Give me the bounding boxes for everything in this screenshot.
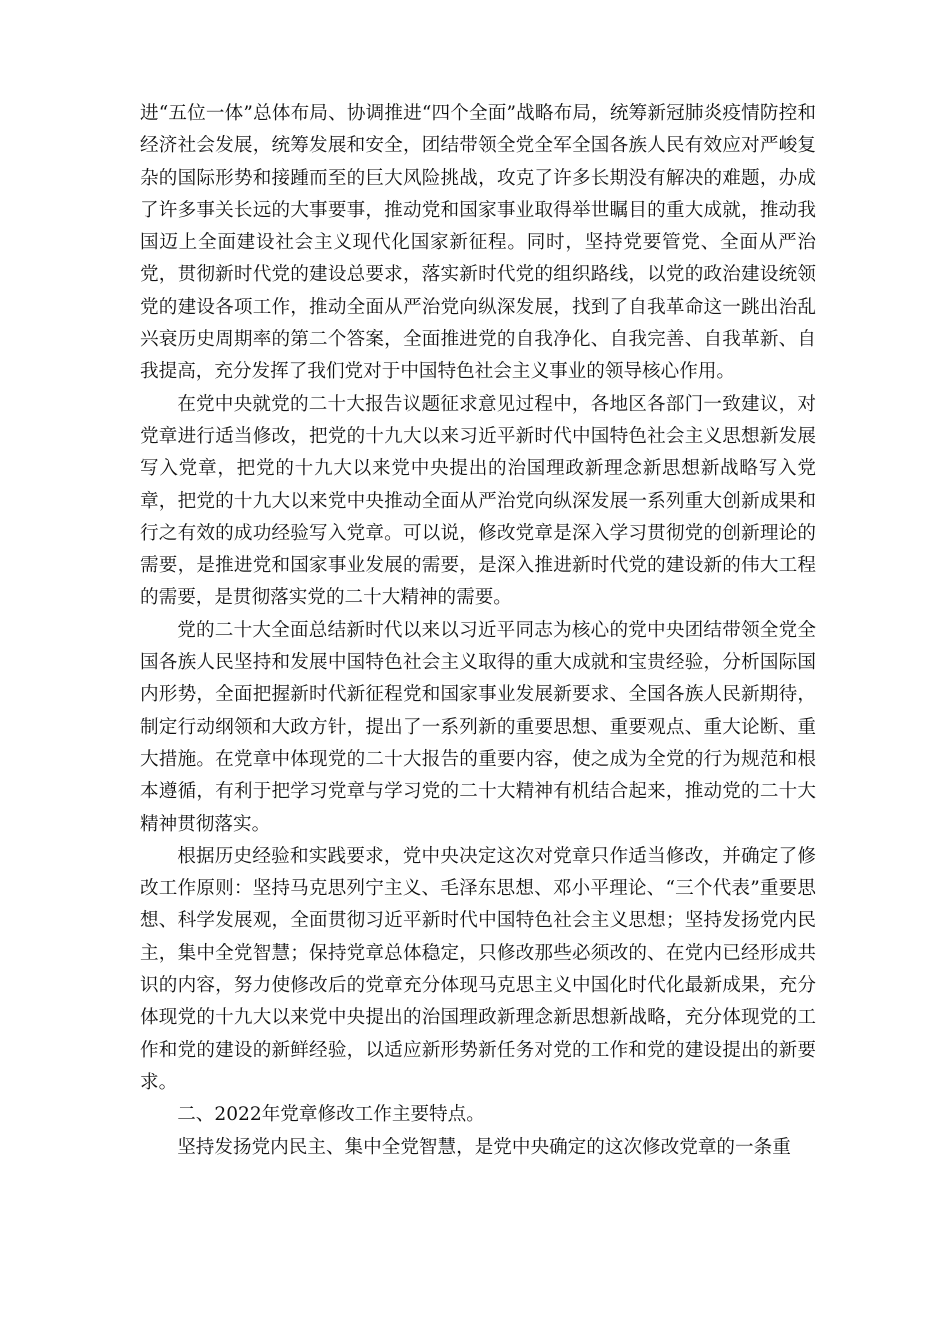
document-body <box>140 98 816 1164</box>
paragraph-twentieth-congress-summary: 党的二十大全面总结新时代以来以习近平同志为核心的党中央团结带领全党全国各族人民坚持和发展中国特色社会主义取得的重大成就和宝贵经验，分析国际国内形势，全面把握新时代新征程党和国家事业发展新要求、全国各族人民新期待，制定行动纲领和大政方针，提出了一系列新的重要思想、重要观点、重大论断、重大措施。在党章中体现党的二十大报告的重要内容，使之成为全党的行为规范和根本遵循，有利于把学习党章与学习党的二十大精神有机结合起来，推动党的二十大精神贯彻落实。 <box>140 619 816 835</box>
paragraph-revision-suggestions: 在党中央就党的二十大报告议题征求意见过程中，各地区各部门一致建议，对党章进行适当修改，把党的十九大以来习近平新时代中国特色社会主义思想新发展写入党章，把党的十九大以来党中央提出的治国理政新理念新思想新战略写入党章，把党的十九大以来党中央推动全面从严治党向纵深发展一系列重大创新成果和行之有效的成功经验写入党章。可以说，修改党章是深入学习贯彻党的创新理论的需要，是推进党和国家事业发展的需要，是深入推进新时代党的建设新的伟大工程的需要，是贯彻落实党的二十大精神的需要。 <box>140 393 816 609</box>
paragraph-continuation: 进“五位一体”总体布局、协调推进“四个全面”战略布局，统筹新冠肺炎疫情防控和经济社会发展，统筹发展和安全，团结带领全党全军全国各族人民有效应对严峻复杂的国际形势和接踵而至的巨大风险挑战，攻克了许多长期没有解决的难题，办成了许多事关长远的大事要事，推动党和国家事业取得举世瞩目的重大成就，推动我国迈上全面建设社会主义现代化国家新征程。同时，坚持党要管党、全面从严治党，贯彻新时代党的建设总要求，落实新时代党的组织路线，以党的政治建设统领党的建设各项工作，推动全面从严治党向纵深发展，找到了自我革命这一跳出治乱兴衰历史周期率的第二个答案，全面推进党的自我净化、自我完善、自我革新、自我提高，充分发挥了我们党对于中国特色社会主义事业的领导核心作用。 <box>140 103 816 383</box>
paragraph-revision-principles: 根据历史经验和实践要求，党中央决定这次对党章只作适当修改，并确定了修改工作原则：坚持马克思列宁主义、毛泽东思想、邓小平理论、“三个代表”重要思想、科学发展观，全面贯彻习近平新时代中国特色社会主义思想；坚持发扬党内民主，集中全党智慧；保持党章总体稳定，只修改那些必须改的、在党内已经形成共识的内容，努力使修改后的党章充分体现马克思主义中国化时代化最新成果，充分体现党的十九大以来党中央提出的治国理政新理念新思想新战略，充分体现党的工作和党的建设的新鲜经验，以适应新形势新任务对党的工作和党的建设提出的新要求。 <box>140 845 816 1093</box>
section-heading-main-features: 二、2022年党章修改工作主要特点。 <box>177 1104 485 1126</box>
paragraph-party-democracy: 坚持发扬党内民主、集中全党智慧，是党中央确定的这次修改党章的一条重 <box>177 1136 791 1158</box>
